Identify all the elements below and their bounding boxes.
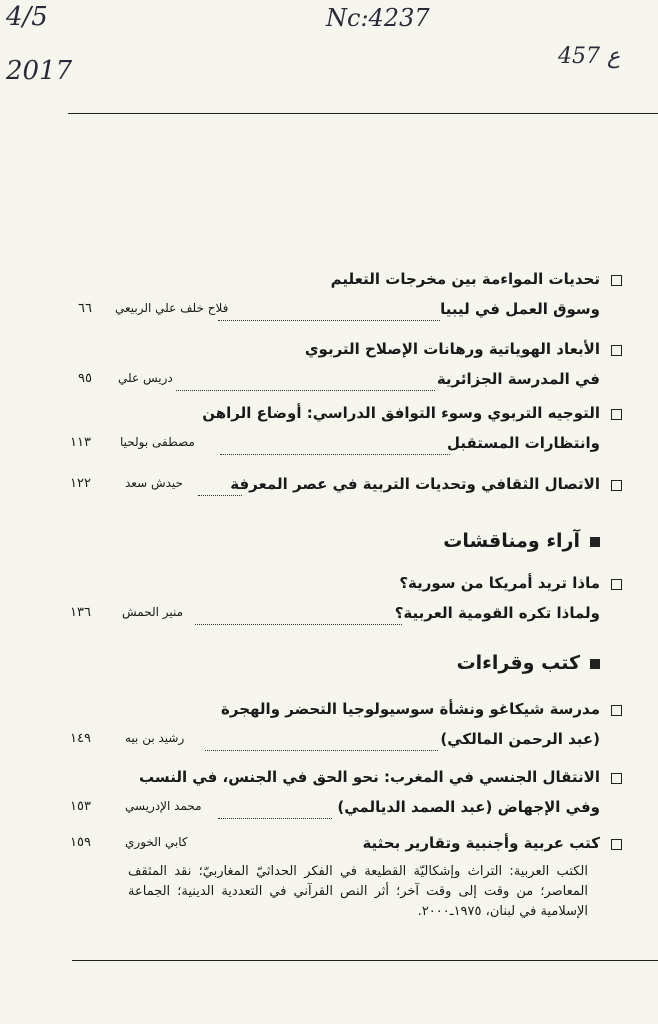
section-heading-opinions xyxy=(443,530,600,552)
entry-author: فلاح خلف علي الربيعي xyxy=(115,301,229,315)
entry-page: ١١٣ xyxy=(70,435,91,450)
entry-description: الكتب العربية: التراث وإشكاليّة القطيعة في الفكر الحداثيّ المغاربيّ؛ نقد المثقف المعاصر؛ من وقت إلى وقت آخر؛ أثر النص القرآني في التعددية الدينية؛ الجماعة الإسلامية في لبنان، ١٩٧٥ـ٢٠٠٠. xyxy=(128,864,588,919)
toc-entry xyxy=(70,768,600,828)
entry-author: دريس علي xyxy=(118,371,173,385)
handwritten-note-date-1: 4/5 xyxy=(6,2,48,32)
entry-title: الاتصال الثقافي وتحديات التربية في عصر المعرفة xyxy=(230,475,600,493)
checkbox-icon xyxy=(611,579,622,590)
entry-title-cont: وفي الإجهاض (عبد الصمد الديالمي) xyxy=(337,798,600,816)
entry-page: ٦٦ xyxy=(78,301,92,316)
entry-title: الأبعاد الهوياتية ورهانات الإصلاح التربوي xyxy=(304,340,600,358)
toc-entry xyxy=(70,270,600,330)
entry-title: مدرسة شيكاغو ونشأة سوسيولوجيا التحضر والهجرة xyxy=(221,700,600,718)
square-bullet-icon xyxy=(590,659,600,669)
entry-page: ١٢٢ xyxy=(70,476,91,491)
entry-author: محمد الإدريسي xyxy=(125,799,202,813)
toc-entry xyxy=(70,404,600,464)
entry-title: الانتقال الجنسي في المغرب: نحو الحق في الجنس، في النسب xyxy=(139,768,600,786)
checkbox-icon xyxy=(611,409,622,420)
entry-title-cont: وسوق العمل في ليبيا xyxy=(440,300,600,318)
square-bullet-icon xyxy=(590,537,600,547)
entry-page: ١٥٩ xyxy=(70,835,91,850)
entry-author: حيدش سعد xyxy=(125,476,183,490)
entry-page: ١٤٩ xyxy=(70,731,91,746)
entry-title-cont: وانتظارات المستقبل xyxy=(446,434,600,452)
toc-entry xyxy=(70,700,600,760)
checkbox-icon xyxy=(611,839,622,850)
section-heading-text: كتب وقراءات xyxy=(456,652,580,674)
toc-entry xyxy=(70,475,600,505)
toc-entry xyxy=(70,834,600,864)
entry-title-cont: (عبد الرحمن المالكي) xyxy=(440,730,600,748)
entry-author: منير الحمش xyxy=(122,605,184,619)
handwritten-call-number: Nc:4237 xyxy=(326,4,430,32)
entry-page: ١٣٦ xyxy=(70,605,91,620)
entry-title-cont: ولماذا تكره القومية العربية؟ xyxy=(394,604,600,622)
entry-title: تحديات المواءمة بين مخرجات التعليم xyxy=(330,270,600,288)
section-heading-text: آراء ومناقشات xyxy=(443,530,580,552)
entry-author: رشيد بن بيه xyxy=(125,731,185,745)
section-heading-books xyxy=(457,652,600,674)
entry-page: ١٥٣ xyxy=(70,799,91,814)
checkbox-icon xyxy=(611,275,622,286)
checkbox-icon xyxy=(611,773,622,784)
handwritten-note-date-2: 2017 xyxy=(6,56,73,86)
checkbox-icon xyxy=(611,705,622,716)
entry-author: كابي الخوري xyxy=(125,835,188,849)
entry-page: ٩٥ xyxy=(78,371,92,386)
checkbox-icon xyxy=(611,345,622,356)
entry-title-cont: في المدرسة الجزائرية xyxy=(436,370,600,388)
top-rule xyxy=(68,113,658,114)
entry-title: كتب عربية وأجنبية وتقارير بحثية xyxy=(362,834,600,852)
handwritten-shelf-number: 457 ع xyxy=(558,44,621,69)
bottom-rule xyxy=(72,960,658,961)
toc-entry xyxy=(70,574,600,634)
toc-entry xyxy=(70,340,600,400)
entry-author: مصطفى بولحيا xyxy=(120,435,195,449)
checkbox-icon xyxy=(611,480,622,491)
entry-title: ماذا تريد أمريكا من سورية؟ xyxy=(399,574,600,592)
entry-title: التوجيه التربوي وسوء التوافق الدراسي: أوضاع الراهن xyxy=(202,404,600,422)
